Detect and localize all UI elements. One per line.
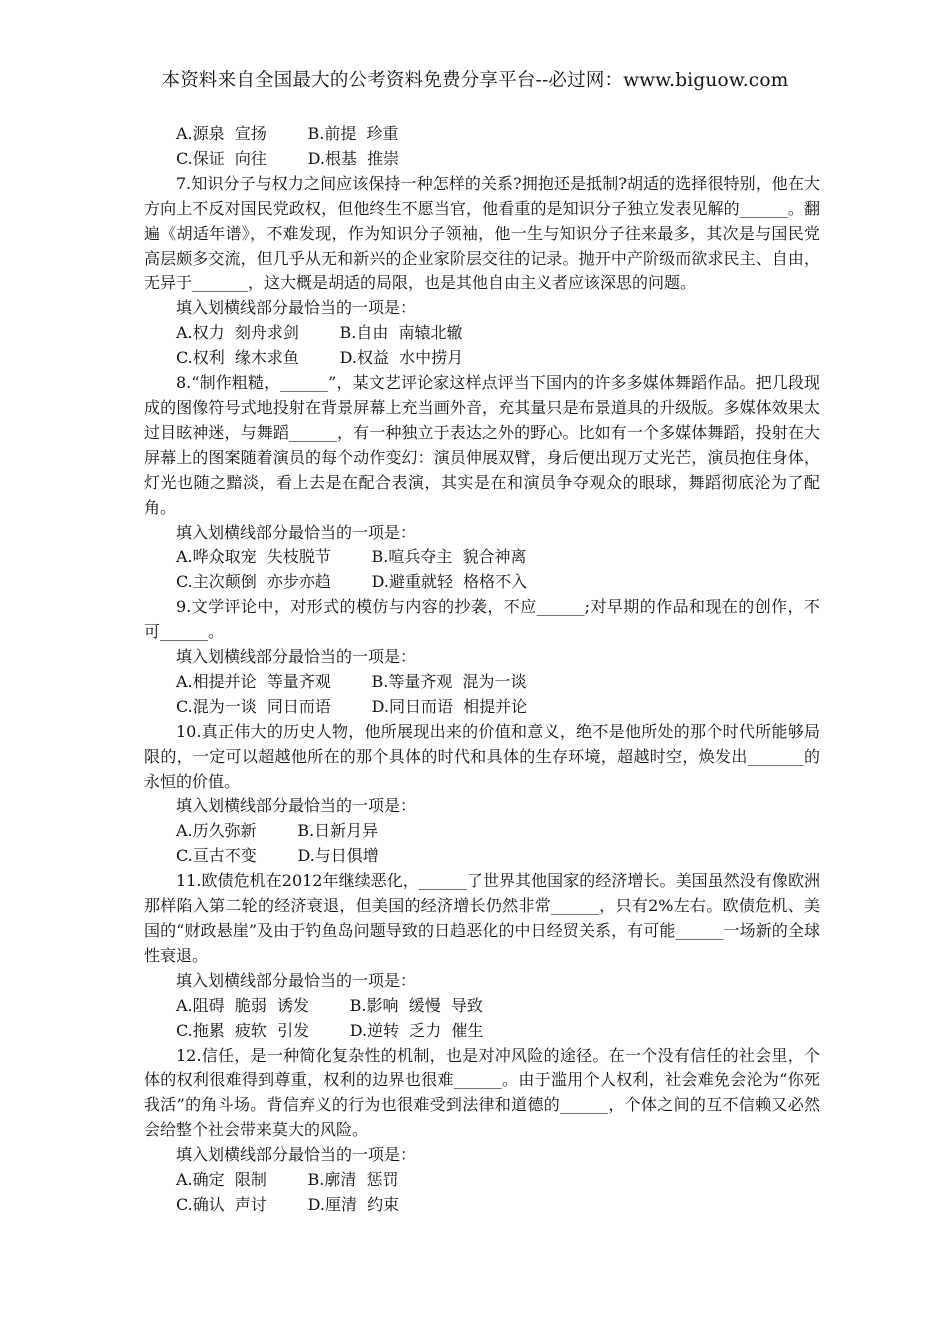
document-body — [144, 122, 820, 1218]
q11-options-cd: C.拖累 疲软 引发 D.逆转 乏力 催生 — [176, 1020, 484, 1040]
q9-options-cd: C.混为一谈 同日而语 D.同日而语 相提并论 — [176, 696, 528, 716]
q12-options-cd: C.确认 声讨 D.厘清 约束 — [176, 1194, 400, 1214]
q12-options-ab: A.确定 限制 B.廓清 惩罚 — [176, 1170, 399, 1190]
q10-prompt: 填入划横线部分最恰当的一项是： — [176, 796, 417, 816]
q6-options-ab: A.源泉 宣扬 B.前提 珍重 — [176, 124, 399, 143]
q11-stem: 11.欧债危机在2012年继续恶化，______了世界其他国家的经济增长。美国虽然没有像欧洲那样陷入第二轮的经济衰退，但美国的经济增长仍然非常______，只有2%左右。欧债危机、美国的“财政悬崖”及由于钓鱼岛问题导致的日趋恶化的中日经贸关系，有可能______一场新的全球性衰退。 — [144, 871, 820, 965]
q9-options-ab: A.相提并论 等量齐观 B.等量齐观 混为一谈 — [176, 671, 527, 691]
q10-stem: 10.真正伟大的历史人物，他所展现出来的价值和意义，绝不是他所处的那个时代所能够局限的，一定可以超越他所在的那个具体的时代和具体的生存环境，超越时空，焕发出_______的永恒的价值。 — [144, 721, 820, 791]
q11-options-ab: A.阻碍 脆弱 诱发 B.影响 缓慢 导致 — [176, 995, 483, 1015]
q10-options-cd: C.亘古不变 D.与日俱增 — [176, 846, 379, 866]
q6-options-cd: C.保证 向往 D.根基 推崇 — [176, 148, 400, 168]
q12-prompt: 填入划横线部分最恰当的一项是： — [176, 1145, 417, 1165]
q8-stem: 8.“制作粗糙，______”，某文艺评论家这样点评当下国内的许多多媒体舞蹈作品。把几段现成的图像符号式地投射在背景屏幕上充当画外音，充其量只是布景道具的升级版。多媒体效果太过目眩神迷，与舞蹈______，有一种独立于表达之外的野心。比如有一个多媒体舞蹈，投射在大屏幕上的图案随着演员的每个动作变幻：演员伸展双臂，身后便出现万丈光芒，演员抱住身体，灯光也随之黯淡，看上去是在配合表演，其实是在和演员争夺观众的眼球，舞蹈彻底沦为了配角。 — [144, 373, 820, 517]
q9-prompt: 填入划横线部分最恰当的一项是： — [176, 647, 417, 667]
q7-stem: 7.知识分子与权力之间应该保持一种怎样的关系?拥抱还是抵制?胡适的选择很特别，他在大方向上不反对国民党政权，但他终生不愿当官，他看重的是知识分子独立发表见解的______。翻遍《胡适年谱》，不难发现，作为知识分子领袖，他一生与知识分子往来最多，其次是与国民党高层颇多交流，但几乎从无和新兴的企业家阶层交往的记录。抛开中产阶级而欲求民主、自由，无异于_______，这大概是胡适的局限，也是其他自由主义者应该深思的问题。 — [144, 173, 820, 293]
q9-stem: 9.文学评论中，对形式的模仿与内容的抄袭，不应______;对早期的作品和现在的创作，不可______。 — [144, 597, 820, 642]
q7-prompt: 填入划横线部分最恰当的一项是： — [176, 298, 417, 318]
q8-options-cd: C.主次颠倒 亦步亦趋 D.避重就轻 格格不入 — [176, 572, 528, 592]
q7-options-ab: A.权力 刻舟求剑 B.自由 南辕北辙 — [176, 323, 463, 343]
q8-prompt: 填入划横线部分最恰当的一项是： — [176, 522, 417, 542]
q10-options-ab: A.历久弥新 B.日新月异 — [176, 821, 379, 841]
q7-options-cd: C.权利 缘木求鱼 D.权益 水中捞月 — [176, 348, 464, 368]
q11-prompt: 填入划横线部分最恰当的一项是： — [176, 970, 417, 990]
q12-stem: 12.信任，是一种简化复杂性的机制，也是对冲风险的途径。在一个没有信任的社会里，个体的权利很难得到尊重，权利的边界也很难______。由于滥用个人权利，社会难免会沦为“你死我活”的角斗场。背信弃义的行为也很难受到法律和道德的______，个体之间的互不信赖又必然会给整个社会带来莫大的风险。 — [144, 1045, 820, 1140]
q8-options-ab: A.哗众取宠 失枝脱节 B.喧兵夺主 貌合神离 — [176, 547, 527, 567]
page-header: 本资料来自全国最大的公考资料免费分享平台--必过网：www.biguow.com — [161, 70, 789, 91]
